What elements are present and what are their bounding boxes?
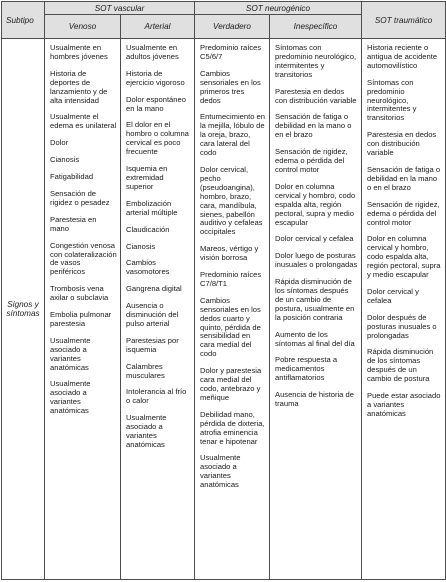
cell-entry: Cianosis	[50, 155, 80, 165]
cell-entry: Pobre respuesta a medicamentos antiflamatorios	[275, 355, 338, 383]
cell-entry: Fatigabilidad	[50, 172, 94, 182]
cell-entry: Sensación de rigidez o pesadez	[50, 188, 110, 207]
sot-classification-table	[1, 1, 446, 580]
cell-entry: Sensación de rigidez, edema o pérdida del control motor	[367, 199, 440, 227]
cell-entry: Usualmente el edema es unilateral	[50, 112, 117, 131]
cell-entry: Gangrena digital	[126, 284, 182, 294]
header-sot-neurogenico: SOT neurogénico	[195, 2, 362, 15]
cell-entry: Cianosis	[126, 241, 156, 251]
cell-entry: Cambios sensoriales en los dedos cuarto y quinto, pérdida de sensibilidad en cara medial del codo	[200, 295, 261, 359]
cell-entry: Parestesia en dedos con distribución variable	[367, 130, 437, 158]
cell-entry: Mareos, vértigo y visión borrosa	[200, 244, 259, 263]
column-arterial	[121, 39, 195, 580]
cell-entry: Cambios vasomotores	[126, 258, 170, 277]
cell-entry: El dolor en el hombro o columna cervical es poco frecuente	[126, 120, 189, 157]
cell-entry: Usualmente en adultos jóvenes	[126, 43, 179, 61]
cell-entry: Rápida disminución de los síntomas después de un cambio de postura, usualmente en la posición contraria	[275, 277, 355, 322]
cell-entry: Trombosis vena axilar o subclavia	[50, 284, 109, 303]
cell-entry: Sensación de fatiga o debilidad en la mano o en el brazo	[275, 112, 352, 140]
cell-entry: Dolor y parestesia cara medial del codo, antebrazo y meñique	[200, 366, 262, 402]
cell-entry: Dolor	[50, 138, 69, 148]
cell-entry: Embolia pulmonar parestesia	[50, 310, 112, 328]
cell-entry: Predominio raíces C5/6/7	[200, 43, 262, 61]
cell-entry: Usualmente asociado a variantes anatómicas	[50, 379, 91, 416]
cell-entry: Ausencia o disminución del pulso arterial	[126, 301, 179, 328]
cell-entry: Congestión venosa con colateralización de vasos periféricos	[50, 240, 117, 277]
cell-entry: Embolización arterial múltiple	[126, 198, 178, 217]
cell-entry: Parestesia en dedos con distribución variable	[275, 86, 357, 105]
cell-entry: Dolor cervical, pecho (pseudoangina), hombro, brazo, cara, mandíbula, sienes, pabellón auditivo y cefaleas occipitales	[200, 164, 263, 237]
cell-entry: Intolerancia al frío o calor	[126, 387, 187, 406]
cell-entry: Parestesia en mano	[50, 214, 97, 233]
header-arterial: Arterial	[121, 15, 195, 39]
header-inespecifico: Inespecífico	[270, 15, 362, 39]
header-sot-vascular: SOT vascular	[45, 2, 195, 15]
cell-entry: Historia reciente o antigua de accidente automovilístico	[367, 43, 438, 70]
cell-entry: Calambres musculares	[126, 361, 165, 380]
header-subtipo: Subtipo	[2, 2, 45, 39]
cell-entry: Isquemia en extremidad superior	[126, 164, 168, 191]
cell-entry: Rápida disminución de los síntomas después de un cambio de postura	[367, 347, 434, 384]
cell-entry: Cambios sensoriales en los primeros tres dedos	[200, 68, 261, 105]
cell-entry: Predominio raíces C7/8/T1	[200, 270, 262, 288]
header-venoso: Venoso	[45, 15, 121, 39]
cell-entry: Entumecimiento en la mejilla, lóbulo de la oreja, brazo, cara lateral del codo	[200, 112, 266, 158]
cell-entry: Historia de deportes de lanzamiento y de alta intensidad	[50, 68, 108, 105]
cell-entry: Sensación de fatiga o debilidad en la mano o en el brazo	[367, 164, 441, 192]
cell-entry: Usualmente asociado a variantes anatómicas	[126, 413, 167, 449]
cell-entry: Síntomas con predominio neurológico, intermitentes y transitorios	[367, 77, 417, 123]
header-sot-traumatico: SOT traumático	[362, 2, 446, 39]
column-inespecifico	[270, 39, 362, 580]
cell-entry: Usualmente en hombres jóvenes	[50, 43, 108, 61]
column-verdadero	[195, 39, 270, 580]
cell-entry: Usualmente asociado a variantes anatómicas	[200, 453, 241, 490]
cell-entry: Claudicación	[126, 224, 170, 234]
cell-entry: Usualmente asociado a variantes anatómicas	[50, 335, 91, 372]
cell-entry: Dolor después de posturas inusuales o prolongadas	[367, 312, 437, 340]
cell-entry: Dolor cervical y cefalea	[367, 286, 419, 305]
cell-entry: Puede estar asociado a variantes anatómicas	[367, 391, 441, 418]
cell-entry: Parestesias por isquemia	[126, 335, 179, 354]
column-traumatico	[362, 39, 446, 580]
cell-entry: Dolor espontáneo en la mano	[126, 94, 186, 113]
cell-entry: Historia de ejercicio vigoroso	[126, 68, 185, 87]
cell-entry: Aumento de los síntomas al final del día	[275, 329, 355, 348]
cell-entry: Dolor en columna cervical y hombro, codo espalda alta, región pectoral, supra y medio escapular	[367, 234, 441, 280]
row-label-signos-sintomas: Signos y síntomas	[2, 39, 45, 580]
column-venoso	[45, 39, 121, 580]
cell-entry: Síntomas con predominio neurológico, intermitentes y transitorios	[275, 43, 357, 79]
cell-entry: Sensación de rigidez, edema o pérdida del control motor	[275, 147, 348, 174]
cell-entry: Dolor en columna cervical y hombro, codo espalda alta, región pectoral, supra y medio escapular	[275, 181, 356, 227]
cell-entry: Dolor cervical y cefalea	[275, 234, 354, 244]
header-verdadero: Verdadero	[195, 15, 270, 39]
cell-entry: Debilidad mano, pérdida de dixteria, atrofia eminencia tenar e hipotenar	[200, 409, 265, 446]
cell-entry: Ausencia de historia de trauma	[275, 390, 354, 409]
cell-entry: Dolor luego de posturas inusuales o prolongadas	[275, 251, 358, 270]
